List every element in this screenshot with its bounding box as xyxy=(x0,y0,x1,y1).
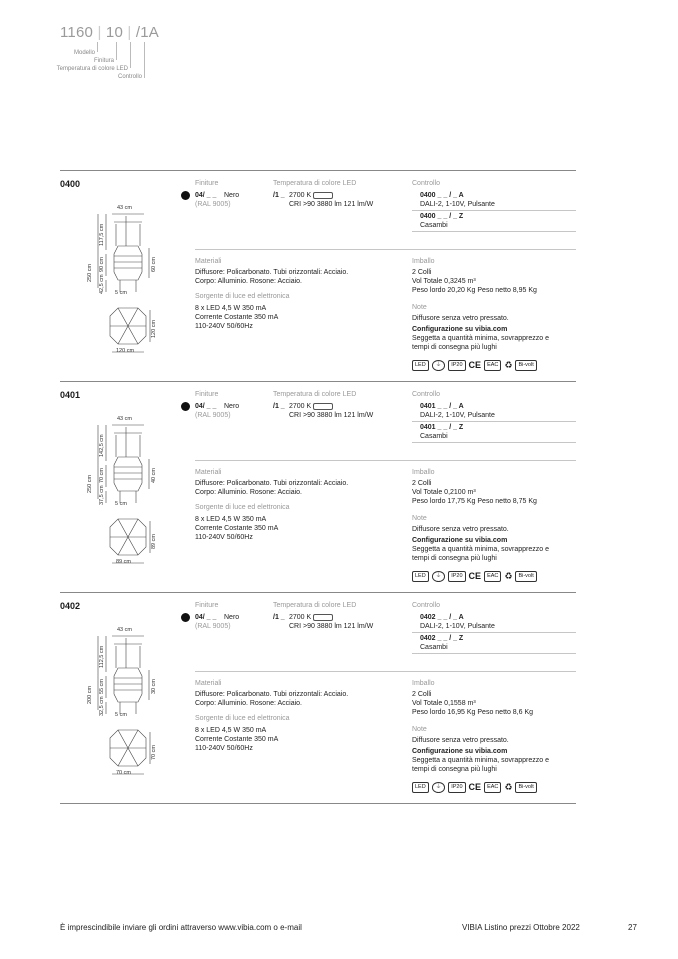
ground-icon: ⏚ xyxy=(432,782,446,793)
control-desc-a: DALI-2, 1-10V, Pulsante xyxy=(420,201,495,208)
note-heading: Note xyxy=(412,515,427,522)
sorgente-heading: Sorgente di luce ed elettronica xyxy=(195,293,290,300)
dim-total-height: 250 cm xyxy=(87,474,93,493)
temp-code: /1 _ xyxy=(273,614,285,621)
config-line-2: tempi di consegna più lughi xyxy=(412,555,497,562)
temp-spec: CRI >90 3880 lm 121 lm/W xyxy=(289,623,374,630)
ce-mark: CE xyxy=(468,360,482,370)
control-desc-a: DALI-2, 1-10V, Pulsante xyxy=(420,412,495,419)
ip20-badge: IP20 xyxy=(448,782,465,793)
control-bottom-line xyxy=(412,653,576,654)
sorgente-heading: Sorgente di luce ed elettronica xyxy=(195,715,290,722)
temp-spec: CRI >90 3880 lm 121 lm/W xyxy=(289,412,374,419)
legend-controllo: Controllo xyxy=(117,74,142,80)
imballo-volume: Vol Totale 0,1558 m³ xyxy=(412,700,476,707)
control-code-z: 0402 _ _ / _ Z xyxy=(420,635,464,642)
note-text: Diffusore senza vetro pressato. xyxy=(412,315,509,322)
config-line-2: tempi di consegna più lughi xyxy=(412,766,497,773)
led-badge: LED xyxy=(412,571,429,582)
led-strip-icon xyxy=(313,403,333,410)
finish-code: 04/ _ _ xyxy=(195,403,217,410)
temp-kelvin-text: 2700 K xyxy=(289,192,312,199)
finish-code: 04/ _ _ xyxy=(195,614,217,621)
temp-heading: Temperatura di colore LED xyxy=(273,180,357,187)
control-code-z: 0400 _ _ / _ Z xyxy=(420,213,464,220)
control-heading: Controllo xyxy=(412,180,441,187)
sorgente-line-3: 110-240V 50/60Hz xyxy=(195,745,253,752)
materiali-line-1: Diffusore: Policarbonato. Tubi orizzontali: Acciaio. xyxy=(195,269,349,276)
section-mid-rule xyxy=(195,671,576,672)
control-code-z: 0401 _ _ / _ Z xyxy=(420,424,464,431)
finish-swatch[interactable] xyxy=(181,402,190,411)
control-bottom-line xyxy=(412,231,576,232)
dim-top-width: 43 cm xyxy=(117,627,132,633)
dim-total-height: 250 cm xyxy=(87,263,93,282)
dim-plan-width: 89 cm xyxy=(116,559,131,565)
recycle-icon: ♻ xyxy=(504,571,513,581)
bivolt-badge: Bi-volt xyxy=(515,571,536,582)
code-part-model: 1160 xyxy=(60,24,94,41)
config-line-1: Seggetta a quantità minima, sovrapprezzo e xyxy=(412,546,549,553)
lamp-drawing xyxy=(84,634,174,804)
sorgente-line-1: 8 x LED 4,5 W 350 mA xyxy=(195,516,267,523)
finish-code: 04/ _ _ xyxy=(195,192,217,199)
ce-mark: CE xyxy=(468,782,482,792)
certification-badges xyxy=(412,571,537,582)
dim-height-b: 55 cm xyxy=(99,679,105,694)
control-code-a: 0402 _ _ / _ A xyxy=(420,614,464,621)
control-code-a: 0400 _ _ / _ A xyxy=(420,192,464,199)
finiture-heading: Finiture xyxy=(195,180,219,187)
imballo-peso: Peso lordo 20,20 Kg Peso netto 8,95 Kg xyxy=(412,287,537,294)
product-code: 0400 xyxy=(60,179,81,189)
materiali-line-2: Corpo: Alluminio. Rosone: Acciaio. xyxy=(195,278,302,285)
imballo-heading: Imballo xyxy=(412,469,435,476)
temp-kelvin-text: 2700 K xyxy=(289,614,312,621)
materiali-heading: Materiali xyxy=(195,469,222,476)
dim-height-c: 37,5 cm xyxy=(99,485,105,505)
control-desc-z: Casambi xyxy=(420,222,448,229)
section-top-rule xyxy=(60,381,576,382)
ce-mark: CE xyxy=(468,571,482,581)
legend-finitura: Finitura xyxy=(93,58,114,64)
led-badge: LED xyxy=(412,782,429,793)
imballo-heading: Imballo xyxy=(412,680,435,687)
certification-badges xyxy=(412,782,537,793)
materiali-heading: Materiali xyxy=(195,680,222,687)
legend-tick-4 xyxy=(144,42,145,78)
control-heading: Controllo xyxy=(412,602,441,609)
note-text: Diffusore senza vetro pressato. xyxy=(412,737,509,744)
sorgente-line-2: Corrente Costante 350 mA xyxy=(195,525,279,532)
note-heading: Note xyxy=(412,726,427,733)
finish-ral: (RAL 9005) xyxy=(195,201,231,208)
temp-code: /1 _ xyxy=(273,192,285,199)
config-line-1: Seggetta a quantità minima, sovrapprezzo e xyxy=(412,757,549,764)
code-part-finish: 10 xyxy=(105,24,124,41)
dim-body-height: 40 cm xyxy=(151,468,157,483)
materiali-line-2: Corpo: Alluminio. Rosone: Acciaio. xyxy=(195,700,302,707)
control-desc-z: Casambi xyxy=(420,644,448,651)
finiture-heading: Finiture xyxy=(195,391,219,398)
control-code-a: 0401 _ _ / _ A xyxy=(420,403,464,410)
imballo-colli: 2 Colli xyxy=(412,691,432,698)
lamp-drawing xyxy=(84,212,174,382)
code-legend-parts: 1160 | 10 | /1A xyxy=(60,24,159,41)
recycle-icon: ♻ xyxy=(504,782,513,792)
temp-heading: Temperatura di colore LED xyxy=(273,602,357,609)
finish-ral: (RAL 9005) xyxy=(195,412,231,419)
control-desc-a: DALI-2, 1-10V, Pulsante xyxy=(420,623,495,630)
materiali-heading: Materiali xyxy=(195,258,222,265)
imballo-volume: Vol Totale 0,2100 m³ xyxy=(412,489,476,496)
control-bottom-line xyxy=(412,442,576,443)
dim-plan-width: 70 cm xyxy=(116,770,131,776)
led-strip-icon xyxy=(313,614,333,621)
temp-heading: Temperatura di colore LED xyxy=(273,391,357,398)
finish-swatch[interactable] xyxy=(181,613,190,622)
dim-plan-height: 70 cm xyxy=(151,745,157,760)
control-divider xyxy=(412,632,576,633)
imballo-peso: Peso lordo 16,95 Kg Peso netto 8,6 Kg xyxy=(412,709,534,716)
finish-name: Nero xyxy=(224,614,240,621)
sorgente-line-1: 8 x LED 4,5 W 350 mA xyxy=(195,305,267,312)
finiture-heading: Finiture xyxy=(195,602,219,609)
temp-kelvin xyxy=(289,613,333,622)
footer-note: È imprescindibile inviare gli ordini attraverso www.vibia.com o e-mail xyxy=(60,923,302,932)
imballo-colli: 2 Colli xyxy=(412,480,432,487)
dim-plan-height: 89 cm xyxy=(151,534,157,549)
finish-name: Nero xyxy=(224,403,240,410)
product-code: 0401 xyxy=(60,390,81,400)
finish-swatch[interactable] xyxy=(181,191,190,200)
sorgente-line-3: 110-240V 50/60Hz xyxy=(195,534,253,541)
control-divider xyxy=(412,210,576,211)
note-text: Diffusore senza vetro pressato. xyxy=(412,526,509,533)
sorgente-line-1: 8 x LED 4,5 W 350 mA xyxy=(195,727,267,734)
dim-height-a: 142,5 cm xyxy=(99,434,105,457)
temp-kelvin-text: 2700 K xyxy=(289,403,312,410)
dim-height-c: 42,5 cm xyxy=(99,274,105,294)
control-divider xyxy=(412,421,576,422)
dim-height-b: 70 cm xyxy=(99,468,105,483)
dim-top-width: 43 cm xyxy=(117,416,132,422)
section-mid-rule xyxy=(195,249,576,250)
imballo-heading: Imballo xyxy=(412,258,435,265)
config-link[interactable]: Configurazione su vibia.com xyxy=(412,748,508,755)
finish-name: Nero xyxy=(224,192,240,199)
section-top-rule xyxy=(60,592,576,593)
dim-height-a: 117,5 cm xyxy=(99,223,105,246)
recycle-icon: ♻ xyxy=(504,360,513,370)
temp-kelvin xyxy=(289,191,333,200)
led-badge: LED xyxy=(412,360,429,371)
eac-badge: EAC xyxy=(484,360,501,371)
imballo-volume: Vol Totale 0,3245 m³ xyxy=(412,278,476,285)
temp-code: /1 _ xyxy=(273,403,285,410)
lamp-drawing xyxy=(84,423,174,593)
bivolt-badge: Bi-volt xyxy=(515,782,536,793)
led-strip-icon xyxy=(313,192,333,199)
config-line-1: Seggetta a quantità minima, sovrapprezzo e xyxy=(412,335,549,342)
legend-tick-1 xyxy=(97,42,98,52)
bivolt-badge: Bi-volt xyxy=(515,360,536,371)
dim-canopy: 5 cm xyxy=(115,290,127,296)
code-part-control: /1A xyxy=(135,24,159,41)
dim-height-c: 32,5 cm xyxy=(99,696,105,716)
config-link[interactable]: Configurazione su vibia.com xyxy=(412,326,508,333)
config-line-2: tempi di consegna più lughi xyxy=(412,344,497,351)
ground-icon: ⏚ xyxy=(432,571,446,582)
control-desc-z: Casambi xyxy=(420,433,448,440)
config-link[interactable]: Configurazione su vibia.com xyxy=(412,537,508,544)
dim-canopy: 5 cm xyxy=(115,501,127,507)
imballo-colli: 2 Colli xyxy=(412,269,432,276)
certification-badges xyxy=(412,360,537,371)
legend-tick-3 xyxy=(130,42,131,68)
materiali-line-1: Diffusore: Policarbonato. Tubi orizzontali: Acciaio. xyxy=(195,691,349,698)
section-top-rule xyxy=(60,170,576,171)
eac-badge: EAC xyxy=(484,571,501,582)
section-mid-rule xyxy=(195,460,576,461)
ground-icon: ⏚ xyxy=(432,360,446,371)
sorgente-heading: Sorgente di luce ed elettronica xyxy=(195,504,290,511)
materiali-line-1: Diffusore: Policarbonato. Tubi orizzontali: Acciaio. xyxy=(195,480,349,487)
temp-spec: CRI >90 3880 lm 121 lm/W xyxy=(289,201,374,208)
legend-temperatura: Temperatura di colore LED xyxy=(56,66,128,72)
dim-plan-height: 120 cm xyxy=(151,319,157,338)
legend-tick-2 xyxy=(116,42,117,60)
dim-canopy: 5 cm xyxy=(115,712,127,718)
control-heading: Controllo xyxy=(412,391,441,398)
legend-modello: Modello xyxy=(73,50,95,56)
dim-height-b: 90 cm xyxy=(99,257,105,272)
dim-height-a: 112,5 cm xyxy=(99,645,105,668)
product-code: 0402 xyxy=(60,601,81,611)
imballo-peso: Peso lordo 17,75 Kg Peso netto 8,75 Kg xyxy=(412,498,537,505)
section-bottom-rule xyxy=(60,803,576,804)
page-number: 27 xyxy=(628,923,637,932)
materiali-line-2: Corpo: Alluminio. Rosone: Acciaio. xyxy=(195,489,302,496)
eac-badge: EAC xyxy=(484,782,501,793)
ip20-badge: IP20 xyxy=(448,360,465,371)
note-heading: Note xyxy=(412,304,427,311)
dim-plan-width: 120 cm xyxy=(116,348,135,354)
temp-kelvin xyxy=(289,402,333,411)
dim-total-height: 200 cm xyxy=(87,685,93,704)
footer-brand: VIBIA Listino prezzi Ottobre 2022 xyxy=(462,923,580,932)
ip20-badge: IP20 xyxy=(448,571,465,582)
finish-ral: (RAL 9005) xyxy=(195,623,231,630)
dim-top-width: 43 cm xyxy=(117,205,132,211)
dim-body-height: 60 cm xyxy=(151,257,157,272)
dim-body-height: 30 cm xyxy=(151,679,157,694)
code-legend xyxy=(60,24,159,41)
sorgente-line-2: Corrente Costante 350 mA xyxy=(195,736,279,743)
sorgente-line-2: Corrente Costante 350 mA xyxy=(195,314,279,321)
sorgente-line-3: 110-240V 50/60Hz xyxy=(195,323,253,330)
